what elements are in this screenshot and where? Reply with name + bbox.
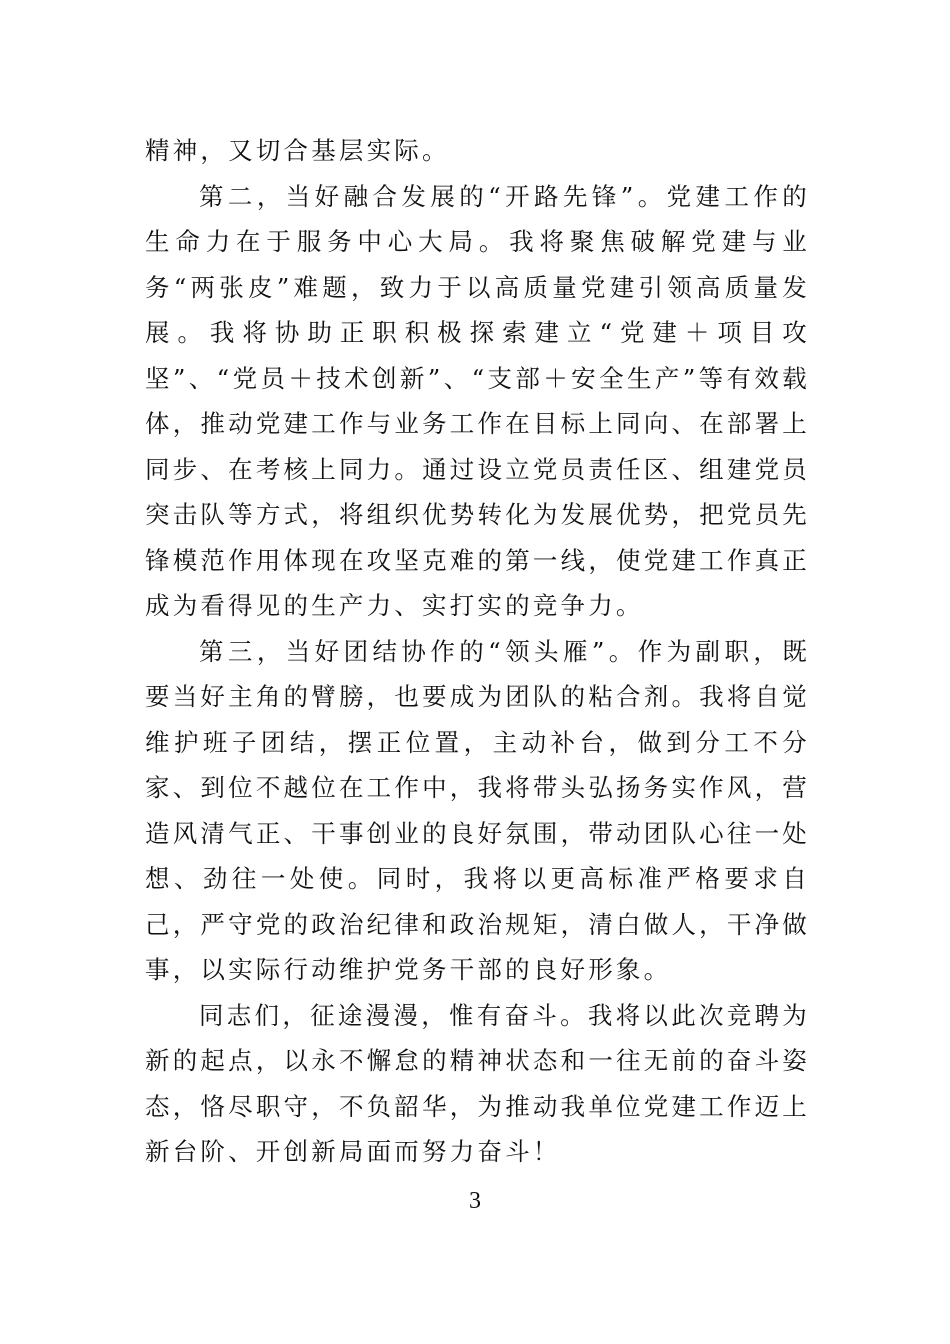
paragraph-third-point: 第三，当好团结协作的“领头雁”。作为副职，既要当好主角的臂膀，也要成为团队的粘合剂。我将自觉维护班子团结，摆正位置，主动补台，做到分工不分家、到位不越位在工作中，我将带头弘扬务实作风，营造风清气正、干事创业的良好氛围，带动团队心往一处想、劲往一处使。同时，我将以更高标准严格要求自己，严守党的政治纪律和政治规矩，清白做人，干净做事，以实际行动维护党务干部的良好形象。 bbox=[145, 636, 810, 984]
paragraph-closing: 同志们，征途漫漫，惟有奋斗。我将以此次竞聘为新的起点，以永不懈怠的精神状态和一往无前的奋斗姿态，恪尽职守，不负韶华，为推动我单位党建工作迈上新台阶、开创新局面而努力奋斗！ bbox=[145, 1000, 810, 1166]
paragraph-second-point: 第二，当好融合发展的“开路先锋”。党建工作的生命力在于服务中心大局。我将聚焦破解党建与业务“两张皮”难题，致力于以高质量党建引领高质量发展。我将协助正职积极探索建立“党建＋项目攻坚”、“党员＋技术创新”、“支部＋安全生产”等有效载体，推动党建工作与业务工作在目标上同向、在部署上同步、在考核上同力。通过设立党员责任区、组建党员突击队等方式，将组织优势转化为发展优势，把党员先锋模范作用体现在攻坚克难的第一线，使党建工作真正成为看得见的生产力、实打实的竞争力。 bbox=[145, 181, 810, 620]
document-body bbox=[145, 128, 810, 1175]
page-number: 3 bbox=[469, 1188, 481, 1214]
paragraph-continuation: 精神，又切合基层实际。 bbox=[145, 136, 450, 165]
